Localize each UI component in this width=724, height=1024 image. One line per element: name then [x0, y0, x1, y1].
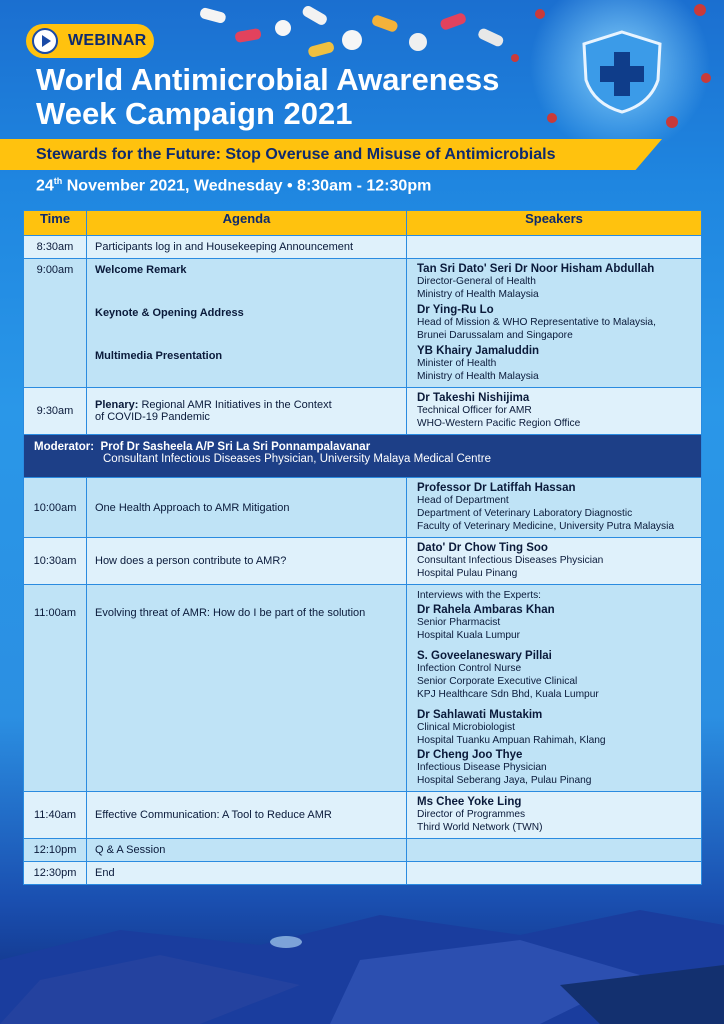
speaker-role: Director-General of Health: [417, 276, 536, 287]
moderator-label: Moderator:: [34, 441, 95, 453]
table-row: [24, 538, 702, 585]
speaker-role: KPJ Healthcare Sdn Bhd, Kuala Lumpur: [417, 689, 599, 700]
speaker-name: Dr Cheng Joo Thye: [417, 749, 523, 761]
event-date: [36, 176, 431, 195]
speaker-role: Hospital Kuala Lumpur: [417, 630, 521, 641]
speaker-name: YB Khairy Jamaluddin: [417, 345, 540, 357]
agenda-cell: Q & A Session: [87, 839, 407, 862]
table-row: [24, 388, 702, 435]
speaker-role: Senior Pharmacist: [417, 617, 501, 628]
speaker-role: Infectious Disease Physician: [417, 762, 547, 773]
speaker-role: Department of Veterinary Laboratory Diagnostic: [417, 508, 633, 519]
agenda-table: [23, 210, 702, 885]
speaker-role: Technical Officer for AMR: [417, 405, 532, 416]
table-row: [24, 585, 702, 792]
speaker-role: Third World Network (TWN): [417, 822, 543, 833]
speaker-name: Dr Sahlawati Mustakim: [417, 709, 543, 721]
speaker-name: S. Goveelaneswary Pillai: [417, 650, 552, 662]
speaker-cell: [407, 478, 702, 538]
speaker-role: Ministry of Health Malaysia: [417, 289, 539, 300]
title-line-2: Week Campaign 2021: [36, 96, 353, 131]
speaker-cell: [407, 388, 702, 435]
date-day: 24: [36, 177, 54, 195]
speaker-role: Head of Mission & WHO Representative to Malaysia,: [417, 317, 656, 328]
speaker-role: Brunei Darussalam and Singapore: [417, 330, 573, 341]
plenary-label: Plenary:: [95, 399, 139, 411]
agenda-item: Keynote & Opening Address: [95, 307, 244, 319]
play-icon: [32, 28, 58, 54]
speaker-cell: [407, 792, 702, 839]
agenda-item: Welcome Remark: [95, 264, 187, 276]
speaker-name: Dr Takeshi Nishijima: [417, 392, 530, 404]
header-speakers: Speakers: [407, 211, 702, 236]
table-row: [24, 478, 702, 538]
plenary-title: Regional AMR Initiatives in the Context: [138, 399, 332, 411]
speaker-role: Hospital Pulau Pinang: [417, 568, 518, 579]
speaker-name: Tan Sri Dato' Seri Dr Noor Hisham Abdullah: [417, 263, 655, 275]
time-cell: 12:10pm: [24, 839, 87, 862]
time-cell: 10:30am: [24, 538, 87, 585]
rock-landscape: [0, 910, 724, 1024]
speaker-role: Ministry of Health Malaysia: [417, 371, 539, 382]
speaker-role: Minister of Health: [417, 358, 497, 369]
header-time: Time: [24, 211, 87, 236]
subtitle: Stewards for the Future: Stop Overuse and Misuse of Antimicrobials: [36, 146, 556, 163]
speaker-role: Senior Corporate Executive Clinical: [417, 676, 578, 687]
table-row: [24, 236, 702, 259]
speaker-role: Infection Control Nurse: [417, 663, 522, 674]
agenda-cell: End: [87, 862, 407, 885]
speaker-role: Hospital Seberang Jaya, Pulau Pinang: [417, 775, 592, 786]
time-cell: 8:30am: [24, 236, 87, 259]
date-rest: November 2021, Wednesday • 8:30am - 12:30pm: [62, 177, 432, 195]
speaker-role: WHO-Western Pacific Region Office: [417, 418, 581, 429]
moderator-role: Consultant Infectious Diseases Physician, University Malaya Medical Centre: [103, 453, 491, 465]
agenda-cell: Participants log in and Housekeeping Announcement: [87, 236, 407, 259]
agenda-cell: How does a person contribute to AMR?: [87, 538, 407, 585]
moderator-row: [24, 435, 702, 478]
time-cell: 12:30pm: [24, 862, 87, 885]
webinar-label: WEBINAR: [68, 32, 147, 49]
speaker-cell: [407, 538, 702, 585]
time-cell: 11:40am: [24, 792, 87, 839]
time-cell: 11:00am: [24, 585, 87, 792]
title-line-1: World Antimicrobial Awareness: [36, 62, 500, 97]
table-row: [24, 259, 702, 388]
header-agenda: Agenda: [87, 211, 407, 236]
table-row: [24, 792, 702, 839]
speaker-name: Dr Rahela Ambaras Khan: [417, 604, 555, 616]
speaker-role: Clinical Microbiologist: [417, 722, 515, 733]
agenda-cell: One Health Approach to AMR Mitigation: [87, 478, 407, 538]
moderator-cell: [24, 435, 702, 478]
speaker-cell: [407, 839, 702, 862]
webinar-badge: [26, 24, 154, 58]
moderator-name: Prof Dr Sasheela A/P Sri La Sri Ponnampalavanar: [100, 441, 371, 453]
agenda-cell: [87, 259, 407, 388]
speaker-name: Professor Dr Latiffah Hassan: [417, 482, 576, 494]
time-cell: 9:00am: [24, 259, 87, 388]
agenda-item: Multimedia Presentation: [95, 350, 223, 362]
table-header-row: [24, 211, 702, 236]
speaker-role: Consultant Infectious Diseases Physician: [417, 555, 604, 566]
speaker-cell: [407, 585, 702, 792]
speaker-role: Head of Department: [417, 495, 509, 506]
speaker-role: Hospital Tuanku Ampuan Rahimah, Klang: [417, 735, 606, 746]
date-suffix: th: [53, 176, 63, 186]
speaker-role: Faculty of Veterinary Medicine, University Putra Malaysia: [417, 521, 675, 532]
time-cell: 9:30am: [24, 388, 87, 435]
speaker-name: Dr Ying-Ru Lo: [417, 304, 494, 316]
speaker-cell: [407, 862, 702, 885]
agenda-cell: Effective Communication: A Tool to Reduce AMR: [87, 792, 407, 839]
speaker-name: Ms Chee Yoke Ling: [417, 796, 522, 808]
speaker-cell: [407, 236, 702, 259]
speaker-name: Dato' Dr Chow Ting Soo: [417, 542, 548, 554]
table-row: [24, 839, 702, 862]
agenda-cell: Evolving threat of AMR: How do I be part of the solution: [87, 585, 407, 792]
speaker-cell: [407, 259, 702, 388]
agenda-cell: [87, 388, 407, 435]
interview-intro: Interviews with the Experts:: [417, 590, 541, 601]
plenary-title-line2: of COVID-19 Pandemic: [95, 411, 210, 423]
table-row: [24, 862, 702, 885]
page-title: [36, 63, 596, 131]
speaker-role: Director of Programmes: [417, 809, 526, 820]
time-cell: 10:00am: [24, 478, 87, 538]
